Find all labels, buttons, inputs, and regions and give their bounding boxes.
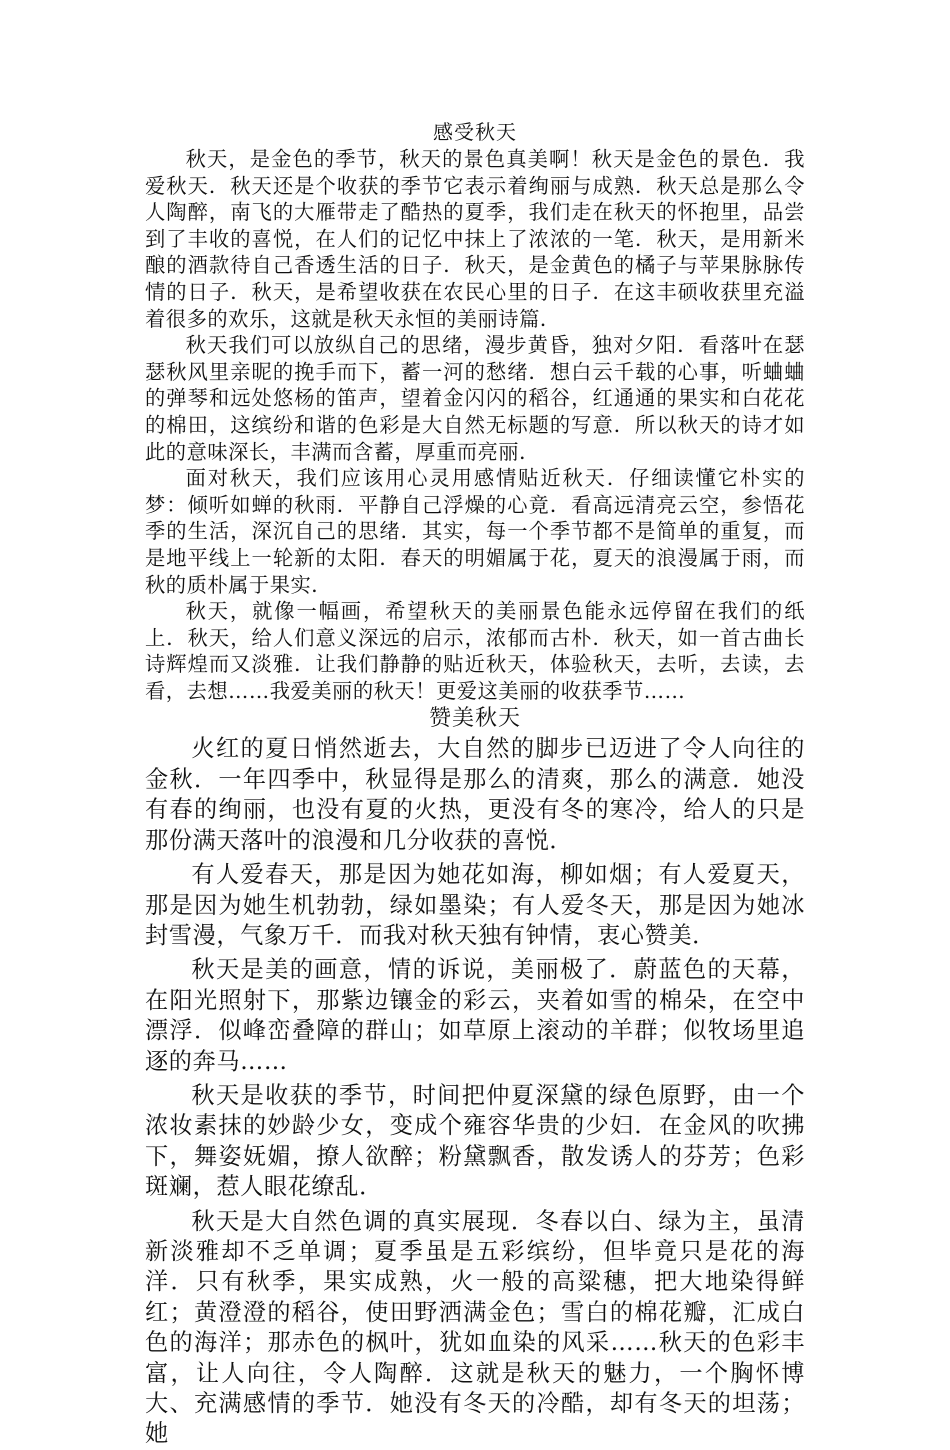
paragraph: 秋天我们可以放纵自己的思绪，漫步黄昏，独对夕阳．看落叶在瑟瑟秋风里亲昵的挽手而下，蓄一河的愁绪．想白云千载的心事，听蛐蛐的弹琴和远处悠杨的笛声，望着金闪闪的稻谷，红通通的果实和白花花的棉田，这缤纷和谐的色彩是大自然无标题的写意．所以秋天的诗才如此的意味深长，丰满而含蓄，厚重而亮丽． [145, 333, 805, 464]
paragraph: 有人爱春天，那是因为她花如海，柳如烟；有人爱夏天，那是因为她生机勃勃，绿如墨染；有人爱冬天，那是因为她冰封雪漫，气象万千．而我对秋天独有钟情，衷心赞美． [145, 861, 805, 949]
essay-section-autumn-praise [145, 704, 805, 1449]
paragraph: 秋天是大自然色调的真实展现．冬春以白、绿为主，虽清新淡雅却不乏单调；夏季虽是五彩缤纷，但毕竟只是花的海洋．只有秋季，果实成熟，火一般的高粱穗，把大地染得鲜红；黄澄澄的稻谷，使田野洒满金色；雪白的棉花瓣，汇成白色的海洋；那赤色的枫叶，犹如血染的风采……秋天的色彩丰富，让人向往，令人陶醉．这就是秋天的魅力，一个胸怀博大、充满感情的季节．她没有冬天的冷酷，却有冬天的坦荡；她 [145, 1207, 805, 1448]
paragraph: 秋天是收获的季节，时间把仲夏深黛的绿色原野，由一个浓妆素抹的妙龄少女，变成个雍容华贵的少妇．在金风的吹拂下，舞姿妩媚，撩人欲醉；粉黛飘香，散发诱人的芬芳；色彩斑斓，惹人眼花缭乱． [145, 1081, 805, 1201]
section-title: 感受秋天 [433, 120, 517, 144]
section-title: 赞美秋天 [428, 706, 521, 732]
paragraph: 面对秋天，我们应该用心灵用感情贴近秋天．仔细读懂它朴实的梦：倾听如蝉的秋雨．平静自己浮燥的心竟．看高远清亮云空，参悟花季的生活，深沉自己的思绪．其实，每一个季节都不是简单的重复，而是地平线上一轮新的太阳．春天的明媚属于花，夏天的浪漫属于雨，而秋的质朴属于果实． [145, 466, 805, 597]
paragraph: 火红的夏日悄然逝去，大自然的脚步已迈进了令人向往的金秋．一年四季中，秋显得是那么的清爽，那么的满意．她没有春的绚丽，也没有夏的火热，更没有冬的寒冷，给人的只是那份满天落叶的浪漫和几分收获的喜悦． [145, 735, 805, 854]
paragraph: 秋天，是金色的季节，秋天的景色真美啊！秋天是金色的景色．我爱秋天．秋天还是个收获的季节它表示着绚丽与成熟．秋天总是那么令人陶醉，南飞的大雁带走了酷热的夏季，我们走在秋天的怀抱里，品尝到了丰收的喜悦，在人们的记忆中抹上了浓浓的一笔．秋天，是用新米酿的酒款待自己香透生活的日子．秋天，是金黄色的橘子与苹果脉脉传情的日子．秋天，是希望收获在农民心里的日子．在这丰硕收获里充溢着很多的欢乐，这就是秋天永恒的美丽诗篇． [145, 147, 805, 331]
paragraph: 秋天是美的画意，情的诉说，美丽极了．蔚蓝色的天幕，在阳光照射下，那紫边镶金的彩云，夹着如雪的棉朵，在空中漂浮．似峰峦叠障的群山；如草原上滚动的羊群；似牧场里追逐的奔马…… [145, 956, 805, 1075]
paragraph: 秋天，就像一幅画，希望秋天的美丽景色能永远停留在我们的纸上．秋天，给人们意义深远的启示，浓郁而古朴．秋天，如一首古曲长诗辉煌而又淡雅．让我们静静的贴近秋天，体验秋天，去听，去读，去看，去想……我爱美丽的秋天！更爱这美丽的收获季节…… [145, 599, 805, 703]
essay-section-autumn-feeling [145, 118, 805, 704]
document-page [145, 118, 805, 1450]
